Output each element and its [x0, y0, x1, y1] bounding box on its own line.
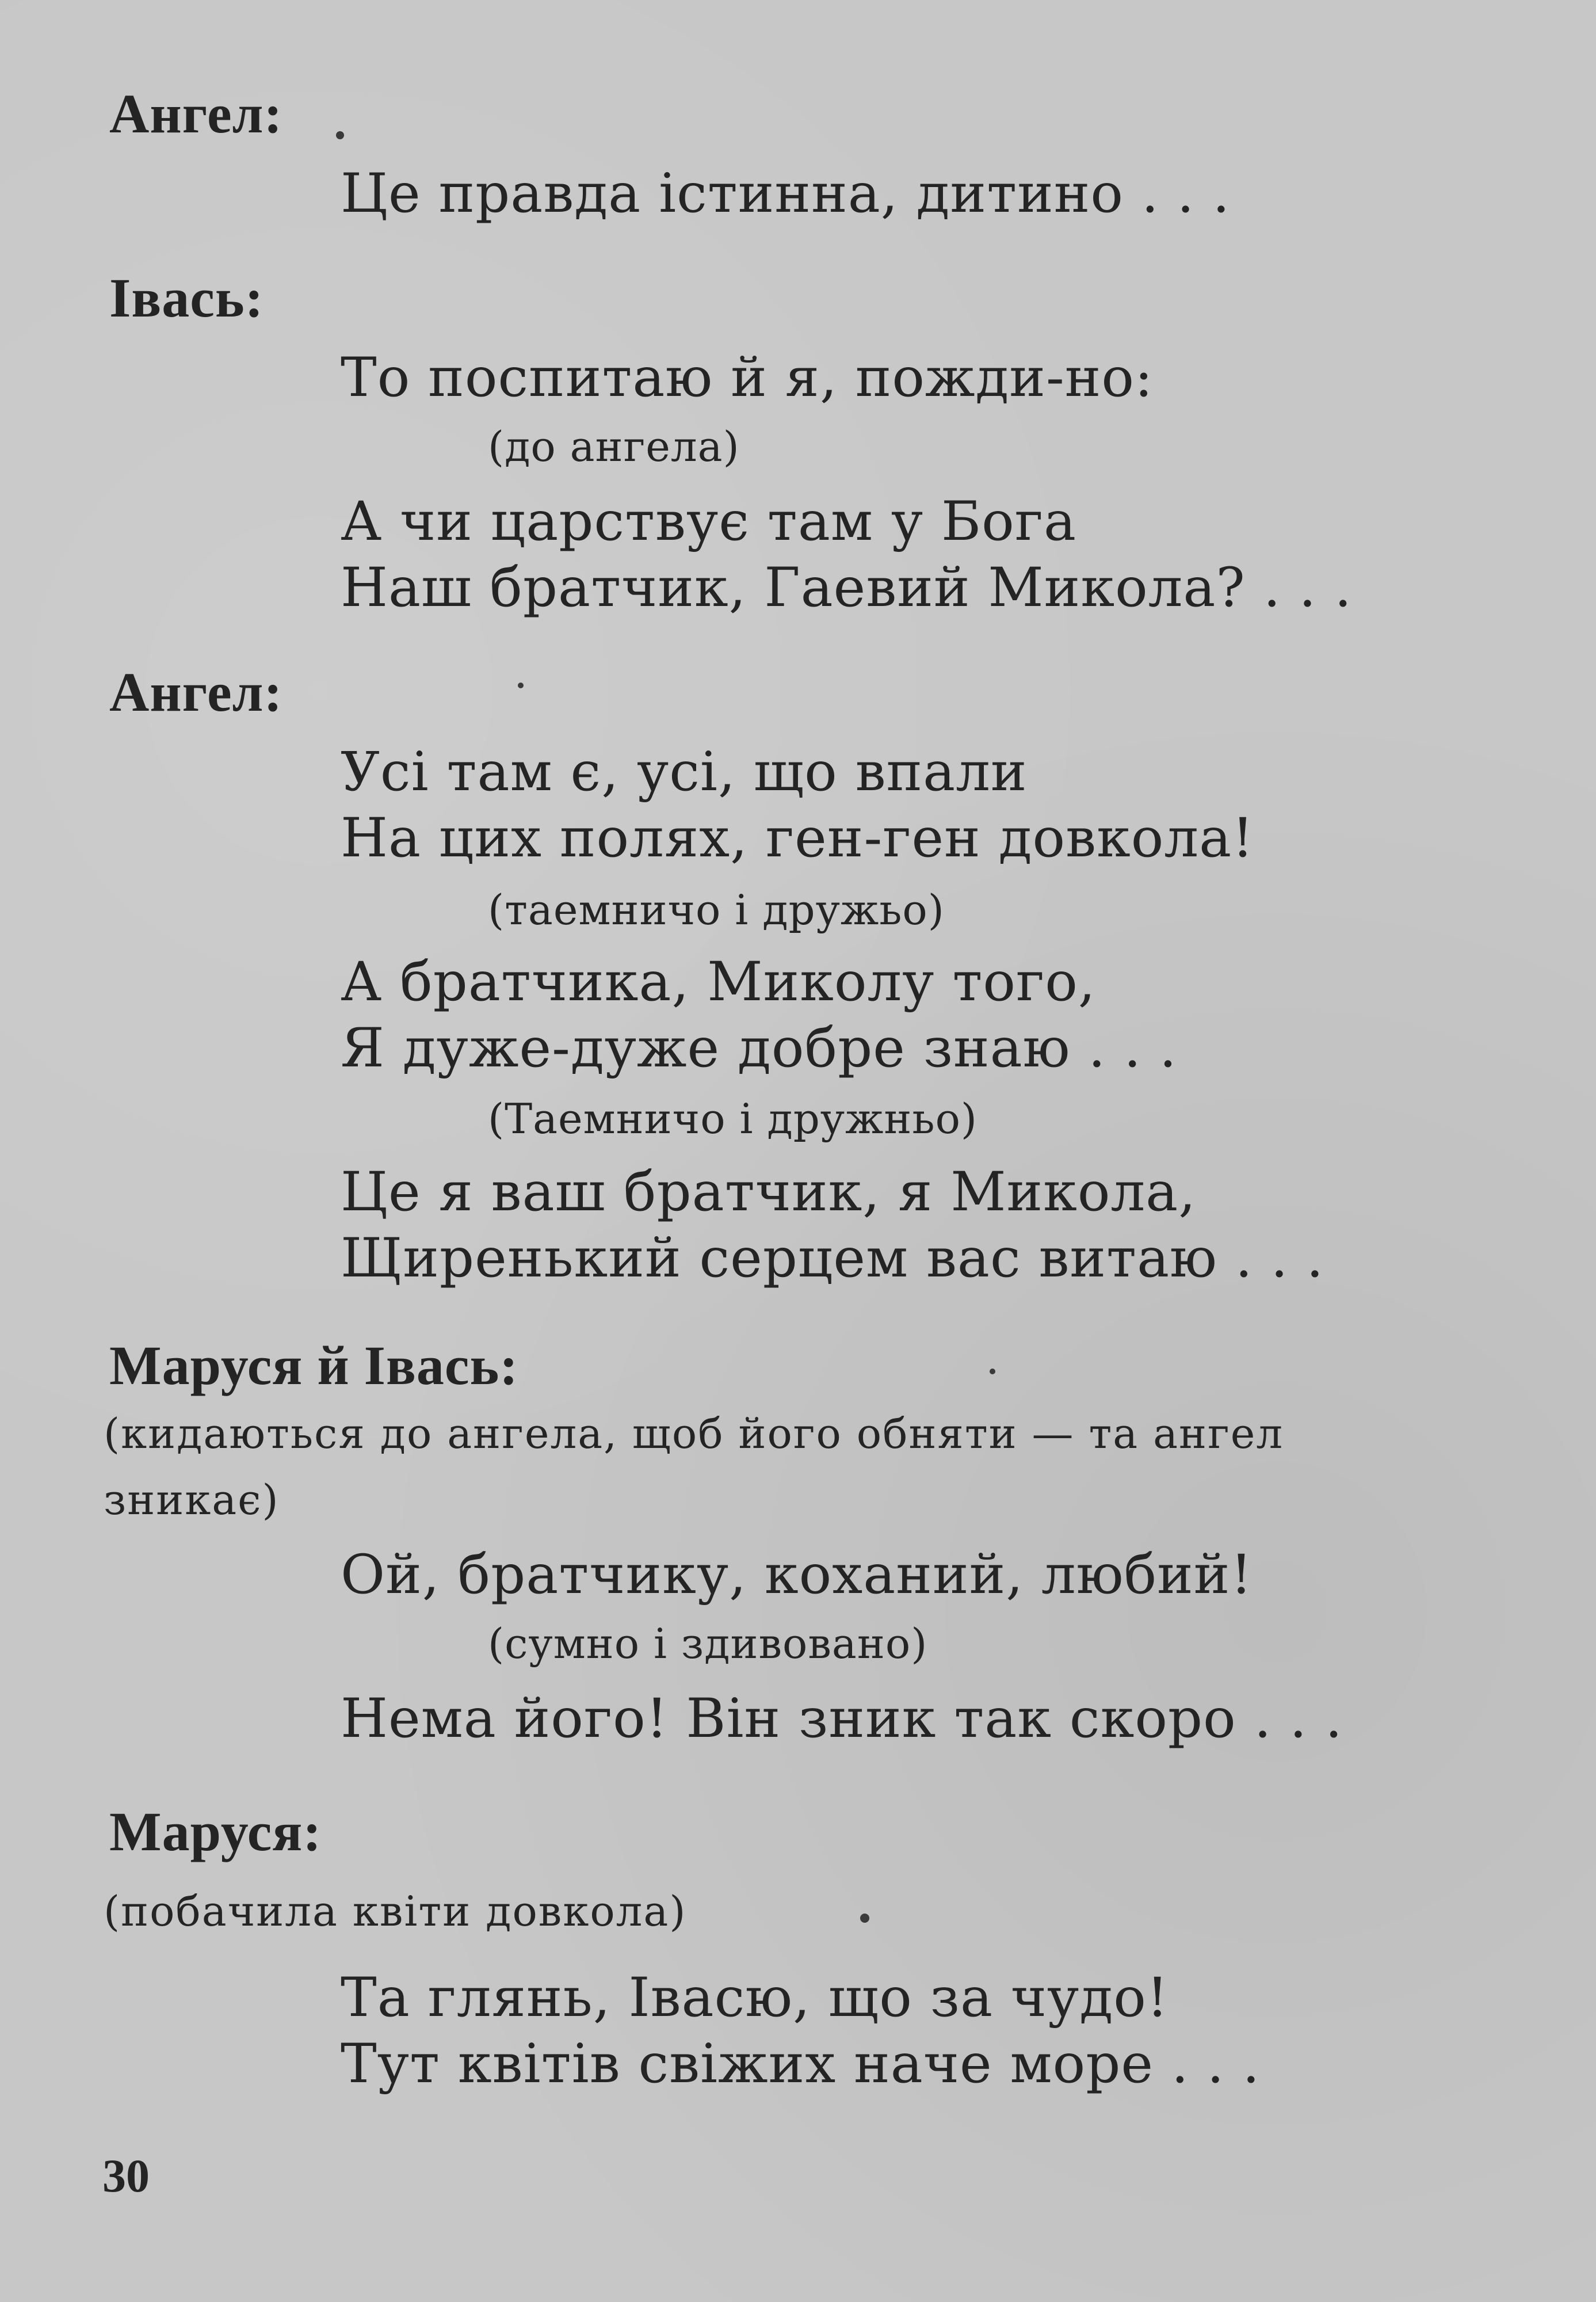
stage-direction-2: (таемничо і дружьо) [488, 886, 945, 934]
verse-line-7: А братчика, Миколу того, [341, 951, 1096, 1013]
verse-line-1: Це правда істинна, дитино . . . [341, 162, 1231, 225]
stage-direction-1: (до ангела) [488, 422, 740, 471]
stage-direction-3: (Таемничо і дружньо) [488, 1095, 978, 1143]
print-speck [336, 131, 344, 139]
print-speck [990, 1369, 995, 1374]
speaker-marusia-ivas: Маруся й Івась: [109, 1335, 519, 1396]
verse-line-3: А чи царствує там у Бога [341, 490, 1077, 553]
verse-line-9: Це я ваш братчик, я Микола, [341, 1161, 1197, 1224]
verse-line-6: На цих полях, ген-ген довкола! [341, 807, 1254, 870]
verse-line-2: То поспитаю й я, пожди-но: [341, 346, 1154, 409]
speaker-marusia: Маруся: [109, 1801, 322, 1862]
page-number: 30 [102, 2149, 150, 2202]
speaker-angel-1: Ангел: [109, 83, 283, 144]
stage-direction-4b: зникає) [104, 1476, 280, 1524]
speaker-ivas-1: Івась: [109, 267, 264, 329]
verse-line-13: Та глянь, Івасю, що за чудо! [341, 1966, 1169, 2029]
verse-line-8: Я дуже-дуже добре знаю . . . [341, 1017, 1177, 1080]
verse-line-11: Ой, братчику, коханий, любий! [341, 1543, 1253, 1606]
stage-direction-4a: (кидаються до ангела, щоб його обняти — та ангел [104, 1409, 1284, 1458]
print-speck [860, 1914, 869, 1923]
stage-direction-6: (побачила квіти довкола) [104, 1887, 687, 1935]
verse-line-5: Усі там є, усі, що впали [341, 741, 1028, 803]
speaker-angel-2: Ангел: [109, 661, 283, 723]
verse-line-10: Щиренький серцем вас витаю . . . [341, 1227, 1324, 1290]
verse-line-12: Нема його! Він зник так скоро . . . [341, 1687, 1343, 1750]
verse-line-4: Наш братчик, Гаевий Микола? . . . [341, 557, 1353, 619]
stage-direction-5: (сумно і здивовано) [488, 1619, 928, 1668]
print-speck [518, 683, 524, 688]
verse-line-14: Тут квітів свіжих наче море . . . [341, 2033, 1261, 2095]
